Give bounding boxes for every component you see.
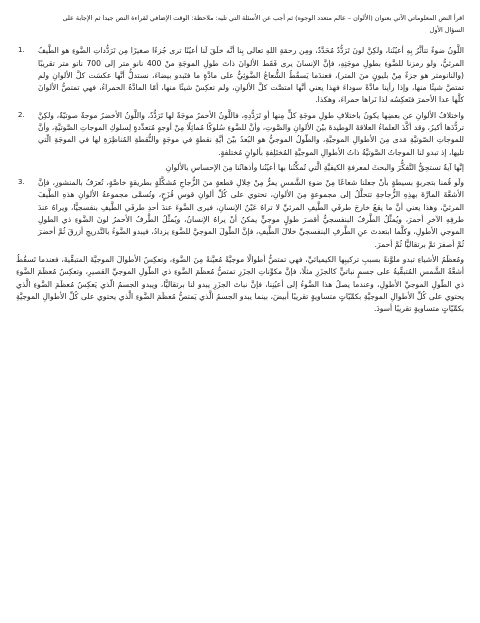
paragraph-text: واختلافُ الألوانِ عن بعضِها يكونُ باختلافِ طولِ موجَةِ كلٍّ مِنها أو تَرَدُّدِهِ، فاللَّونُ الأحمرُ موجَةٌ لها تَرَدُّدٌ، واللَّونُ الأخضرُ موجةٌ صوتيّةٌ، ولكِنَّ تردُّدَها أكبرُ، وقد أكَّدَ العلماءُ العلاقةَ الوطيدةَ بيْنَ الألوانِ والصَّوتِ، وأنَّ للضَّوءِ سُلوكًا مُماثِلًا مِنْ أوجهٍ مُتعدِّدةٍ لِسلوكِ الموجاتِ الصَّوتيَّةِ، وأنَّ للموجاتِ الصّوتيَّةِ مَدى مِنَ الأطوالِ الموجيَّةِ، والطّولُ الموجيُّ هو البُعدُ بيْنَ أيَّةِ نقطةٍ في موجَةٍ والنُّقطةِ المُناظِرَةِ لها في الموجَةِ الّتي تليها، إذ تبدو لنا الموجاتُ الصَّوتيَّةُ ذاتُ الأطوالِ الموجيَّةِ المُختَلِفةِ بألوانٍ مُختلفةٍ. [38, 110, 464, 157]
paragraph-4 [16, 254, 464, 315]
exam-instructions: اقرأ النص المعلوماتي الآتي بعنوان (الألوان – عالم متعدد الوجوه) ثم أجب عن الأسئلة التي تليه: ملاحظة: الوقت الإضافي لقراءة النص جيدا ثم الإجابة على [62, 14, 464, 22]
paragraph-text: اللَّونُ ضوءٌ تتأثَّرُ بِهِ أعيُنُنا، ولكِنَّ لونَ تَرَدُّدٌ مُحَدَّدٌ، ومِن رحمَةِ اللهِ تعالى بِنا أنَّه خلَقَ لَنا أعيُنًا ترى جُزءًا صغيرًا مِن تَرَدُّداتِ الضَّوءِ هو الطَّيفُ المرئيُّ، ولو رمزنا للضَّوءِ بطولِ موجَتِهِ، فإنَّ الإنسانَ يرى فَقَط الألوانَ ذاتَ طولِ الموجَةِ منْ 400 نانو متر إلى 700 نانو متر تقريبًا (والنانومتر هو جزءٌ مِنْ بليونٍ منَ المتر)، فعندَما يَسقُطُ الشُّعاعُ الضَّوئِيُّ على مادَّةٍ ما فتَبدو بيضاءَ، نستدلُّ أنَّها عكسَت كلَّ الألوانِ ولم تمتصَّ شيئًا منها، وإذا رأينا مادَّةً سوداءَ فهذا يعني أنَّها امتصَّت كلَّ الألوانِ، ولم تعكِسْ شيئًا منها، أمّا المادَّةُ الحمراءُ، فهي تمتصُّ الألوانَ كلَّها عدا الأحمرَ فتَعكِسُه لذا نَراها حمراءَ، وهكذا. [38, 46, 464, 105]
paragraph-3 [16, 177, 464, 251]
paragraph-text: ومُعظَمُ الأشياءِ تبدو ملوَّنةً بسببِ تركيبِها الكيميائيِّ، فهي تمتصُّ أطوالًا موجيَّةً مُعيَّنةً مِنَ الضَّوءِ، وتعكِسُ الأطوالَ الموجيَّةَ المتبقِّيةَ، فعندما تَسقُطُ أشعَّةُ الشَّمسِ المُتبقِّيةُ على جسمٍ نباتيٍّ كالجزَرِ مثلًا، فإنَّ مكوِّناتِ الجزَرِ تمتصُّ مُعظَمَ الضَّوءِ ذي الطّولِ الموجيِّ القصيرِ، وتعكِسُ مُعظَمَ الضَّوءِ ذي الطّولِ الموجيِّ الأطولِ، وعندما يصلُ هذا الضَّوءُ إلى أعيُنِنا، فإنَّ نباتَ الجزَرِ يبدو لنا برتقاليًّا، ويبدو الجسمُ الّذي يَعكِسُ مُعظَمَ الضَّوءِ الَّذي يحتوي على كُلِّ الأطوالِ الموجيَّةِ بكمِّيّاتٍ متساويةٍ تقريبًا أبيضَ، بينما يبدو الجسمُ الَّذي يَمتصُّ مُعظَمَ الضَّوءِ الَّذي يحتوي على كُلِّ الأطوالِ الموجيَّةِ بكمِّيّاتٍ متساويةٍ تقريبًا أسودَ. [16, 254, 464, 314]
paragraph-2 [16, 110, 464, 159]
paragraph-number: 1. [18, 46, 25, 55]
paragraph-number: 3. [18, 178, 25, 187]
exam-instructions-tail: السؤال الأول [429, 25, 464, 34]
paragraph-number: 2. [18, 110, 25, 119]
paragraph-text: ولَو قُمنا بتجربةٍ بسيطةٍ بأنْ جعلنا شعاعًا مِنْ ضوءِ الشَّمسِ يمرُّ مِنْ خِلالِ قطعةٍ منَ الزُّجاجِ مُشكَّلَةٍ بطريقةٍ خاصَّةٍ، تُعرَفُ بالمنشورِ، فإنَّ الأشعَّةَ المارَّةَ بهذِهِ الزُّجاجةِ تتحلَّلُ إلى مجموعةٍ مِنَ الألوانِ، تحتوي على كُلِّ ألوانِ قوسِ قُزَحٍ، وتُسمَّى مجموعةُ الألوانِ هذهِ الطَّيفَ المرئيَّ، وهذا يعني أنَّ ما يقعُ خارجَ طرفَي الطَّيفِ المرئيِّ لا تراهُ عَيْنُ الإنسانِ، فيرى الضَّوءَ عندَ أحدِ طرفَي الطَّيفِ بنفسجيًّا، ويراهُ عندَ طرفِهِ الآخرِ أحمرَ، ويُمثِّلُ الطَّرفُ البنفسجيُّ أقصرَ طولٍ موجيٍّ يمكنُ أنْ يراهُ الإنسانُ، ويُمثِّلُ الطَّرفُ الأحمرُ لونَ الضَّوءِ ذي الطولِ الموجي الأطولِ، وكلَّما ابتعدتَ عنِ الطَّرفِ البنفسجيِّ خلالَ الطَّيفِ، فإنَّ الطّولَ الموجيَّ للضَّوءِ يزدادُ، فيبدو الضَّوءُ بالتَّدريجِ أزرقَ ثُمَّ أخضرَ ثُمَّ أصفرَ ثمَّ برتقاليًّا ثُمَّ أحمرَ. [38, 178, 464, 249]
paragraph-text: إنَّها آيةٌ تستحِقُّ التَّفكُّرَ والبحثَ لمعرفةِ الكيفيَّةِ الَّتي تُمكِّنُنا بها أعيُنُنا وأذهانُنا مِنَ الإحساسِ بالألوانِ [165, 162, 464, 172]
paragraph-1 [16, 45, 464, 106]
paragraph-2-conclusion [16, 162, 464, 174]
